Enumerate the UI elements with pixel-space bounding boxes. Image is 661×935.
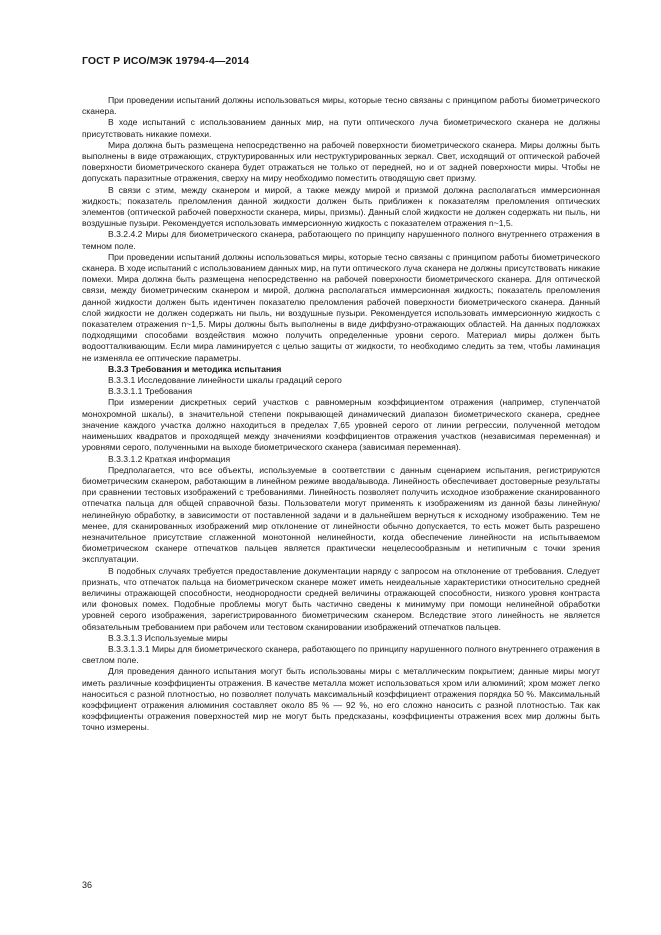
- paragraph: При измерении дискретных серий участков с равномерным коэффициентом отражения (например, ступенчатой монохромной шкалы), в значительной степени покрывающей динамический диапазон биометрического сканера, среднее значение каждого участка должно находиться в пределах 7,65 уровней серого от линии регрессии, полученной методом наименьших квадратов и проходящей между значениями коэффициентов отражения участков (независимая переменная) и уровнями серого, полученными на выходе биометрического сканера (зависимая переменная).: [82, 397, 600, 453]
- section-heading: В.3.3.1.3.1 Миры для биометрического сканера, работающего по принципу нарушенного полного внутреннего отражения в светлом поле.: [82, 643, 600, 666]
- document-header: ГОСТ Р ИСО/МЭК 19794-4—2014: [82, 55, 250, 67]
- section-heading: В.3.3.1.3 Используемые миры: [108, 632, 228, 643]
- paragraph: Предполагается, что все объекты, используемые в соответствии с данным сценарием испытания, регистрируются биометрическим сканером, работающим в линейном режиме ввода/вывода. Линейность обеспечивает достоверные результаты при сравнении тестовых изображений с требованиями. Линейность позволяет получить исходное изображение сканированного отпечатка пальца для общей справочной базы. Пользователи могут применять к изображениям из данной базы линейную/нелинейную обработку, в зависимости от поставленной задачи и в дальнейшем вернуться к исходному изображению. Тем не менее, для сканированных изображений мир отклонение от линейности обычно допускается, то есть может быть разрешено незначительное присутствие сглаженной монотонной нелинейности, когда обеспечение линейности на испытываемом биометрическом сканере отпечатков пальцев является практически нецелесообразным и нетипичным с точки зрения эксплуатации.: [82, 464, 600, 565]
- section-heading: В.3.3.1 Исследование линейности шкалы градаций серого: [108, 375, 342, 386]
- paragraph: В ходе испытаний с использованием данных мир, на пути оптического луча биометрического сканера не должны присутствовать никакие помехи.: [82, 117, 600, 139]
- paragraph: В связи с этим, между сканером и мирой, а также между мирой и призмой должна располагаться иммерсионная жидкость; показатель преломления данной жидкости должен быть приближен к показателям преломления оптических элементов (оптической рабочей поверхности сканера, миры, призмы). Данный слой жидкости не должен содержать ни пыль, ни воздушные пузыри. Рекомендуется использовать иммерсионную жидкость с показателем отражения n~1,5.: [82, 184, 600, 229]
- document-body: [82, 95, 600, 734]
- section-heading: В.3.3.1.1 Требования: [108, 386, 193, 397]
- paragraph: В подобных случаях требуется предоставление документации наряду с запросом на отклонение от требования. Следует признать, что отпечаток пальца на биометрическом сканере может иметь неидеальные характеристики относительно средней величины отражающей способности, неоднородности средней величины отражающей способности, низкого уровня контраста или фоновых помех. Подобные проблемы могут быть частично сведены к минимуму при помощи нелинейной обработки уровней серого изображения, зарегистрированного биометрическим сканером. Вследствие этого линейность не является обязательным требованием при рабочем или тестовом сканировании изображений отпечатков пальцев.: [82, 565, 600, 632]
- section-heading-bold: В.3.3 Требования и методика испытания: [108, 363, 282, 374]
- paragraph: Мира должна быть размещена непосредственно на рабочей поверхности биометрического сканера. Миры должны быть выполнены в виде отражающих, структурированных или неструктурированных зеркал. Свет, исходящий от оптической рабочей поверхности биометрического сканера будет отражаться не только от передней, но и от задней поверхности миры. Чтобы не допускать паразитные отражения, сверху на миру необходимо поместить отводящую свет призму.: [82, 139, 600, 184]
- section-heading: В.3.3.1.2 Краткая информация: [108, 453, 231, 464]
- paragraph: При проведении испытаний должны использоваться миры, которые тесно связаны с принципом работы биометрического сканера.: [82, 95, 600, 117]
- page-number: 36: [82, 880, 93, 890]
- paragraph: Для проведения данного испытания могут быть использованы миры с металлическим покрытием; данные миры могут иметь различные коэффициенты отражения. В качестве металла может использоваться хром или алюминий; хром может легко наноситься с разной плотностью, но позволяет получать максимальный коэффициент отражения порядка 50 %. Максимальный коэффициент отражения алюминия составляет около 85 % — 92 %, но его сложно наносить с разной плотностью. Так как коэффициенты отражения поверхностей мир не могут быть предсказаны, коэффициенты отражения всех мир должны быть точно измерены.: [82, 666, 600, 733]
- paragraph: При проведении испытаний должны использоваться миры, которые тесно связаны с принципом работы биометрического сканера. В ходе испытаний с использованием данных мир, на пути оптического луча сканера не должны присутствовать никакие помехи. Мира должна быть размещена непосредственно на рабочей поверхности биометрического сканера. Для оптической связи, между биометрическим сканером и мирой, должна располагаться иммерсионная жидкость; показатель преломления данной жидкости должен быть идентичен показателю преломления рабочей поверхности биометрического сканера. Данный слой жидкости не должен содержать ни пыль, ни воздушные пузыри. Рекомендуется использовать иммерсионную жидкость с показателем отражения n~1,5. Миры должны быть выполнены в виде диффузно-отражающих областей. На данных подложках подходящими способами воздействия можно получить определенные уровни серого. Материал миры должен быть водоотталкивающим. Если мира ламинируется с целью защиты от жидкости, то необходимо следить за тем, чтобы ламинация не изменяла ее оптические параметры.: [82, 251, 600, 363]
- section-heading: В.3.2.4.2 Миры для биометрического сканера, работающего по принципу нарушенного полного внутреннего отражения в темном поле.: [82, 229, 600, 251]
